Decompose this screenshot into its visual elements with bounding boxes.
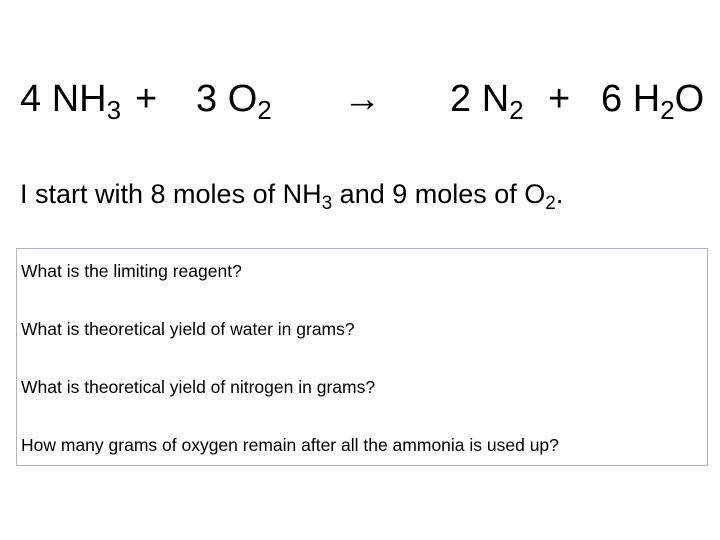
- question-nitrogen-yield: What is theoretical yield of nitrogen in grams?: [21, 377, 376, 397]
- statement-sub-b: 2: [545, 193, 556, 214]
- question-water-yield: What is theoretical yield of water in grams?: [21, 319, 355, 339]
- chemical-equation: [0, 74, 720, 134]
- ammonia-subscript: 3: [106, 95, 122, 125]
- nitrogen-subscript: 2: [509, 95, 524, 125]
- plus-sign-1: +: [135, 78, 158, 120]
- ammonia-formula: NH: [51, 78, 107, 120]
- reactant-oxygen: [196, 74, 272, 124]
- question-limiting-reagent: What is the limiting reagent?: [21, 261, 242, 281]
- ammonia-coefficient: 4: [20, 78, 42, 120]
- plus-sign-2: +: [548, 78, 571, 120]
- oxygen-subscript: 2: [257, 95, 272, 125]
- statement-text-c: .: [555, 179, 564, 209]
- water-subscript: 2: [660, 95, 675, 125]
- oxygen-coefficient: 3: [196, 78, 218, 120]
- nitrogen-formula: N: [481, 78, 510, 120]
- product-water: [601, 74, 704, 124]
- oxygen-formula: O: [227, 78, 258, 120]
- questions-box: [16, 248, 708, 466]
- statement-text-b: and 9 moles of O: [332, 179, 546, 209]
- reactant-ammonia: [20, 74, 121, 124]
- water-formula-tail: O: [674, 78, 705, 120]
- statement-sub-a: 3: [321, 193, 333, 214]
- water-formula: H: [632, 78, 661, 120]
- question-oxygen-remaining: How many grams of oxygen remain after all the ammonia is used up?: [21, 435, 559, 455]
- nitrogen-coefficient: 2: [450, 78, 472, 120]
- product-nitrogen: [450, 74, 524, 124]
- water-coefficient: 6: [601, 78, 623, 120]
- problem-statement: [20, 174, 563, 214]
- statement-text-a: I start with 8 moles of NH: [20, 179, 322, 209]
- reaction-arrow: →: [343, 78, 381, 120]
